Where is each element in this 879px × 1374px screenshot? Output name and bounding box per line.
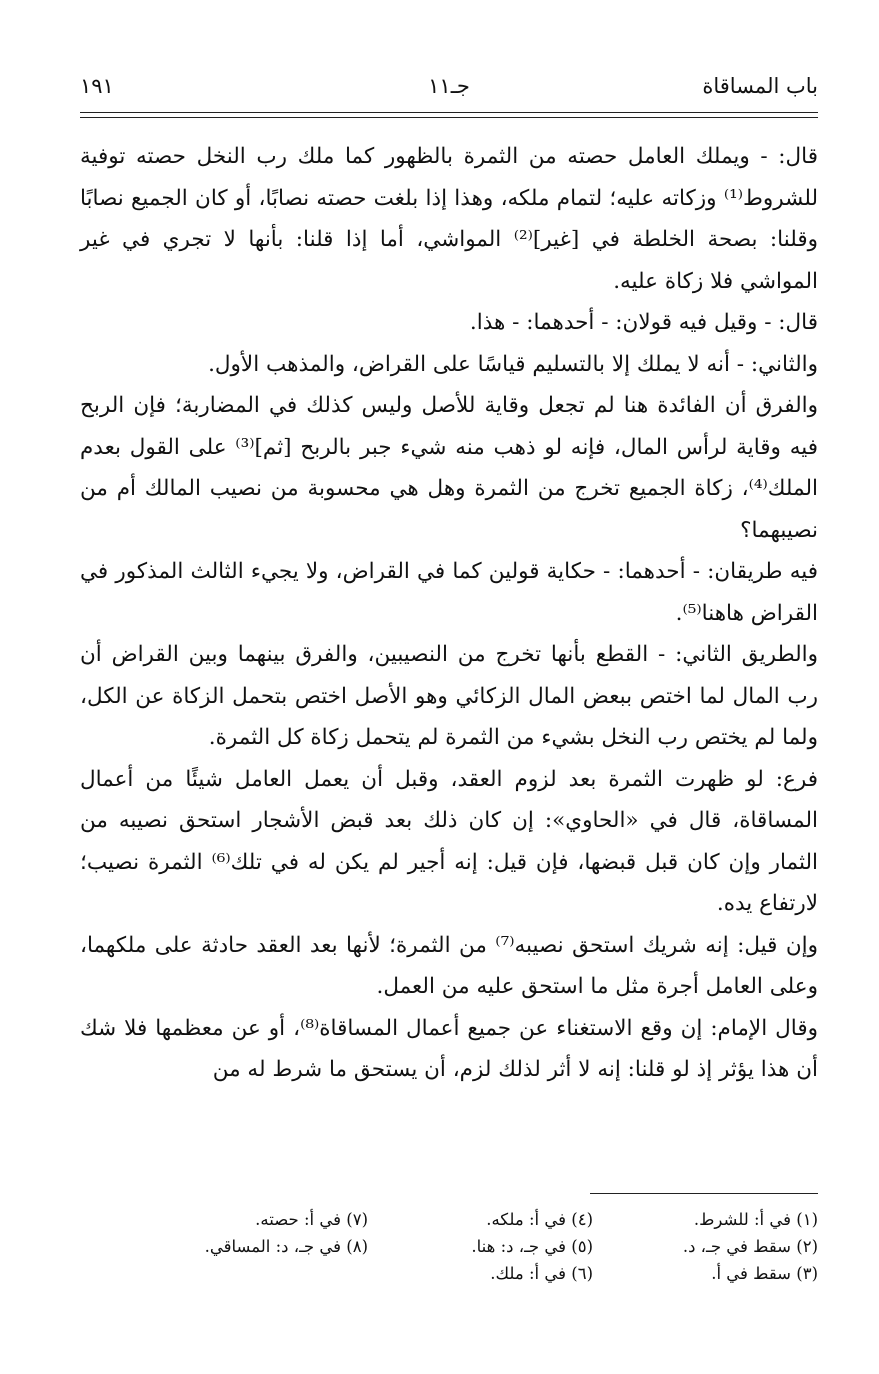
paragraph: وقال الإمام: إن وقع الاستغناء عن جميع أعمال المساقاة⁽⁸⁾، أو عن معظمها فلا شك أن هذا يؤثر إذ لو قلنا: إنه لا أثر لذلك لزم، أن يستحق ما شرط له من bbox=[80, 1015, 818, 1082]
footnotes bbox=[130, 1206, 818, 1296]
footnote: (٨) في جـ، د: المساقي. bbox=[204, 1237, 368, 1256]
paragraph: فرع: لو ظهرت الثمرة بعد لزوم العقد، وقبل أن يعمل العامل شيئًا من أعمال المساقاة، قال في «الحاوي»: إن كان ذلك بعد قبض الأشجار استحق نصيبه من الثمار وإن كان قبل قبضها، فإن قيل: إنه أجير لم يكن له في تلك⁽⁶⁾ الثمرة نصيب؛ لارتفاع يده. bbox=[80, 766, 818, 916]
page-number: ١٩١ bbox=[80, 74, 114, 98]
paragraph: قال: - وقيل فيه قولان: - أحدهما: - هذا. bbox=[469, 310, 818, 335]
footnote: (١) في أ: للشرط. bbox=[693, 1210, 818, 1229]
paragraph: وإن قيل: إنه شريك استحق نصيبه⁽⁷⁾ من الثمرة؛ لأنها بعد العقد حادثة على ملكهما، وعلى العامل أجرة مثل ما استحق عليه من العمل. bbox=[80, 932, 818, 999]
paragraph: والثاني: - أنه لا يملك إلا بالتسليم قياسًا على القراض، والمذهب الأول. bbox=[208, 351, 818, 377]
footnote-separator bbox=[590, 1193, 818, 1194]
volume-label: جـ١١ bbox=[428, 74, 470, 98]
footnote: (٦) في أ: ملك. bbox=[490, 1264, 593, 1283]
paragraph: والفرق أن الفائدة هنا لم تجعل وقاية للأصل وليس كذلك في المضاربة؛ فإن الربح فيه وقاية لرأس المال، فإنه لو ذهب منه شيء جبر بالربح [ثم]⁽³⁾ على القول بعدم الملك⁽⁴⁾، زكاة الجميع تخرج من الثمرة وهل هي محسوبة من نصيب المالك أم من نصيبهما؟ bbox=[80, 393, 818, 543]
footnote: (٤) في أ: ملكه. bbox=[486, 1210, 593, 1229]
footnote: (٧) في أ: حصته. bbox=[255, 1210, 368, 1229]
footnote-column bbox=[593, 1206, 818, 1296]
paragraph: والطريق الثاني: - القطع بأنها تخرج من النصيبين، والفرق بينهما وبين القراض أن رب المال لما اختص ببعض المال الزكائي وهو الأصل اختص بتحمل الزكاة عن الكل، ولما لم يختص رب النخل بشيء من الثمرة لم يتحمل زكاة كل الثمرة. bbox=[80, 642, 818, 750]
paragraph: قال: - ويملك العامل حصته من الثمرة بالظهور كما ملك رب النخل حصته توفية للشروط⁽¹⁾ وزكاته عليه؛ لتمام ملكه، وهذا إذا بلغت حصته نصابًا، أو كان الجميع نصابًا وقلنا: بصحة الخلطة في [غير]⁽²⁾ المواشي، أما إذا قلنا: بأنها لا تجري في غير المواشي فلا زكاة عليه. bbox=[80, 144, 818, 294]
footnote: (٢) سقط في جـ، د. bbox=[682, 1237, 818, 1256]
page-header bbox=[80, 70, 818, 110]
chapter-title: باب المساقاة bbox=[702, 74, 818, 98]
footnote-column bbox=[368, 1206, 593, 1296]
header-rule-bottom bbox=[80, 117, 818, 118]
footnote: (٥) في جـ، د: هنا. bbox=[471, 1237, 593, 1256]
header-rule-top bbox=[80, 112, 818, 113]
main-text bbox=[80, 136, 818, 1091]
paragraph: فيه طريقان: - أحدهما: - حكاية قولين كما في القراض، ولا يجيء الثالث المذكور في القراض هاهنا⁽⁵⁾. bbox=[80, 559, 818, 626]
footnote-column bbox=[143, 1206, 368, 1296]
footnote: (٣) سقط في أ. bbox=[711, 1264, 818, 1283]
